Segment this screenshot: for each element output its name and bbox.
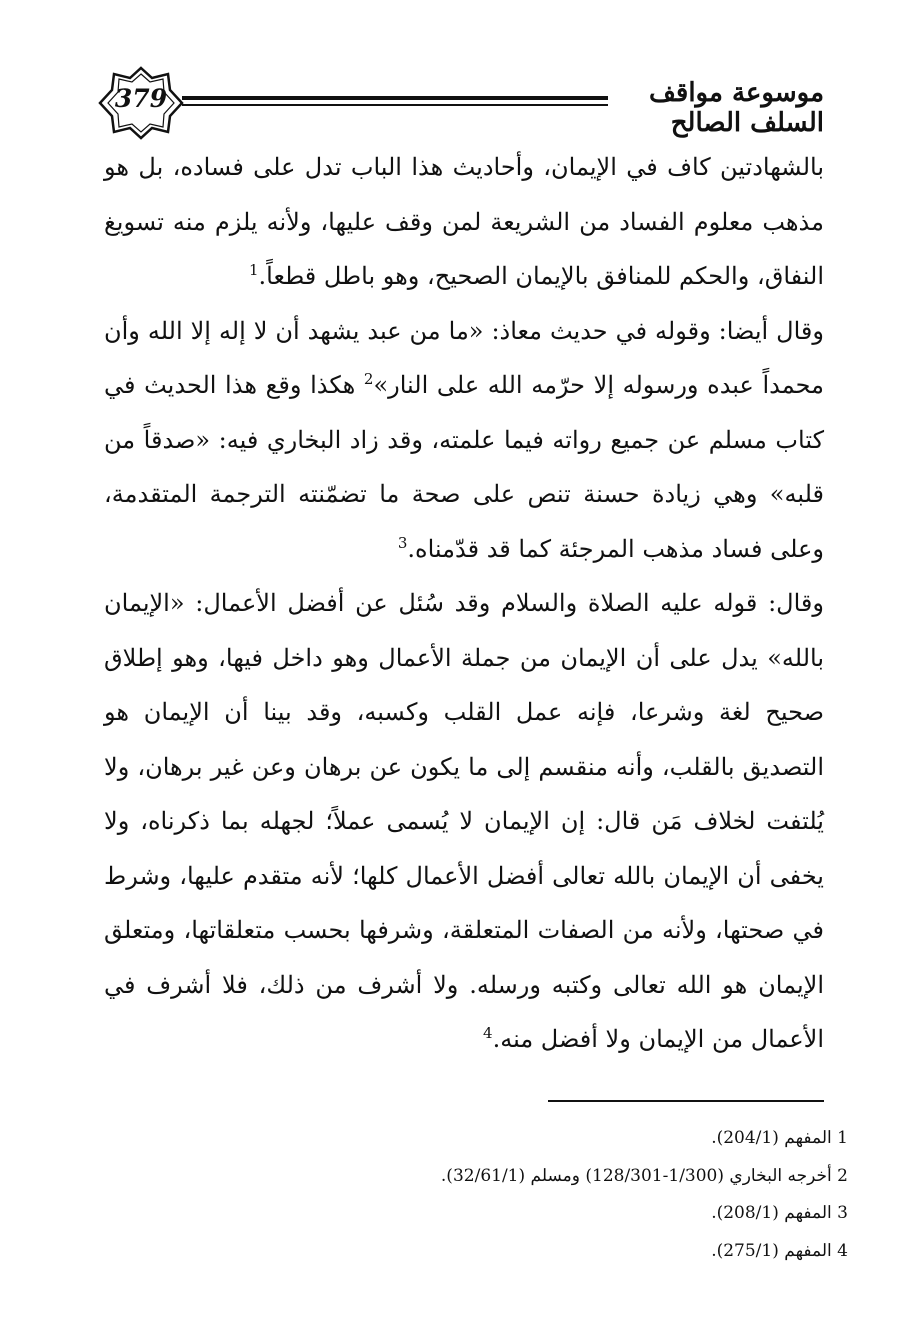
footnote-ref: 2	[363, 370, 374, 388]
footnote	[300, 1158, 848, 1196]
paragraph-text: وقال: قوله عليه الصلاة والسلام وقد سُئل عن أفضل الأعمال: «الإيمان بالله» يدل على أن الإيمان من جملة الأعمال وهو داخل فيها، وهو إطلاق صحيح لغة وشرعا، فإنه عمل القلب وكسبه، وقد بينا أن الإيمان هو التصديق بالقلب، وأنه منقسم إلى ما يكون عن برهان وعن غير برهان، ولا يُلتفت لخلاف مَن قال: إن الإيمان لا يُسمى عملاً؛ لجهله بما ذكرناه، ولا يخفى أن الإيمان بالله تعالى أفضل الأعمال كلها؛ لأنه متقدم عليها، وشرط في صحتها، ولأنه من الصفات المتعلقة، وشرفها بحسب متعلقاتها، ومتعلق الإيمان هو الله تعالى وكتبه ورسله. ولا أشرف من ذلك، فلا أشرف في الأعمال من الإيمان ولا أفضل منه.	[104, 589, 824, 1053]
footnote	[300, 1120, 848, 1158]
footnote-text: المفهم (275/1).	[711, 1240, 832, 1261]
footnote-number: 3	[837, 1203, 848, 1223]
footnote-ref: 3	[397, 533, 408, 552]
footnote-number: 1	[837, 1128, 848, 1148]
page-header	[98, 66, 824, 140]
paragraph-text: وقال أيضا: وقوله في حديث معاذ: «ما من عبد يشهد أن لا إله إلا الله وأن محمداً عبده ورسوله إلا حرّمه الله على النار»	[104, 316, 824, 399]
paragraph	[104, 140, 824, 304]
footnote-text: المفهم (204/1).	[711, 1128, 832, 1148]
footnote-number: 4	[837, 1240, 848, 1261]
footnote-ref: 1	[249, 261, 259, 279]
footnote-text: أخرجه البخاري (1/300-128/301) ومسلم (32/61/1).	[440, 1165, 832, 1186]
footnotes	[300, 1120, 848, 1270]
footnote-number: 2	[837, 1165, 848, 1186]
footnote	[300, 1195, 848, 1233]
paragraph-text: بالشهادتين كاف في الإيمان، وأحاديث هذا الباب تدل على فساده، بل هو مذهب معلوم الفساد من الشريعة لمن وقف عليها، ولأنه يلزم منه تسويغ النفاق، والحكم للمنافق بالإيمان الصحيح، وهو باطل قطعاً.	[104, 153, 824, 290]
paragraph	[104, 576, 824, 1067]
header-rule	[182, 96, 608, 100]
page-number-badge	[98, 66, 184, 140]
header-rule-thin	[182, 104, 608, 106]
paragraph-text: هكذا وقع هذا الحديث في كتاب مسلم عن جميع رواته فيما علمته، وقد زاد البخاري فيه: «صدقاً من قلبه» وهي زيادة حسنة تنص على صحة ما تضمّنته الترجمة المتقدمة، وعلى فساد مذهب المرجئة كما قد قدّمناه.	[104, 371, 824, 563]
book-title: موسوعة مواقف السلف الصالح	[648, 78, 824, 138]
footnote-ref: 4	[483, 1024, 493, 1042]
page-number: 379	[114, 84, 168, 113]
footnote-separator	[548, 1100, 824, 1102]
footnote-text: المفهم (208/1).	[711, 1203, 832, 1223]
paragraph	[104, 304, 824, 577]
main-text	[104, 140, 824, 1067]
footnote	[300, 1233, 848, 1271]
